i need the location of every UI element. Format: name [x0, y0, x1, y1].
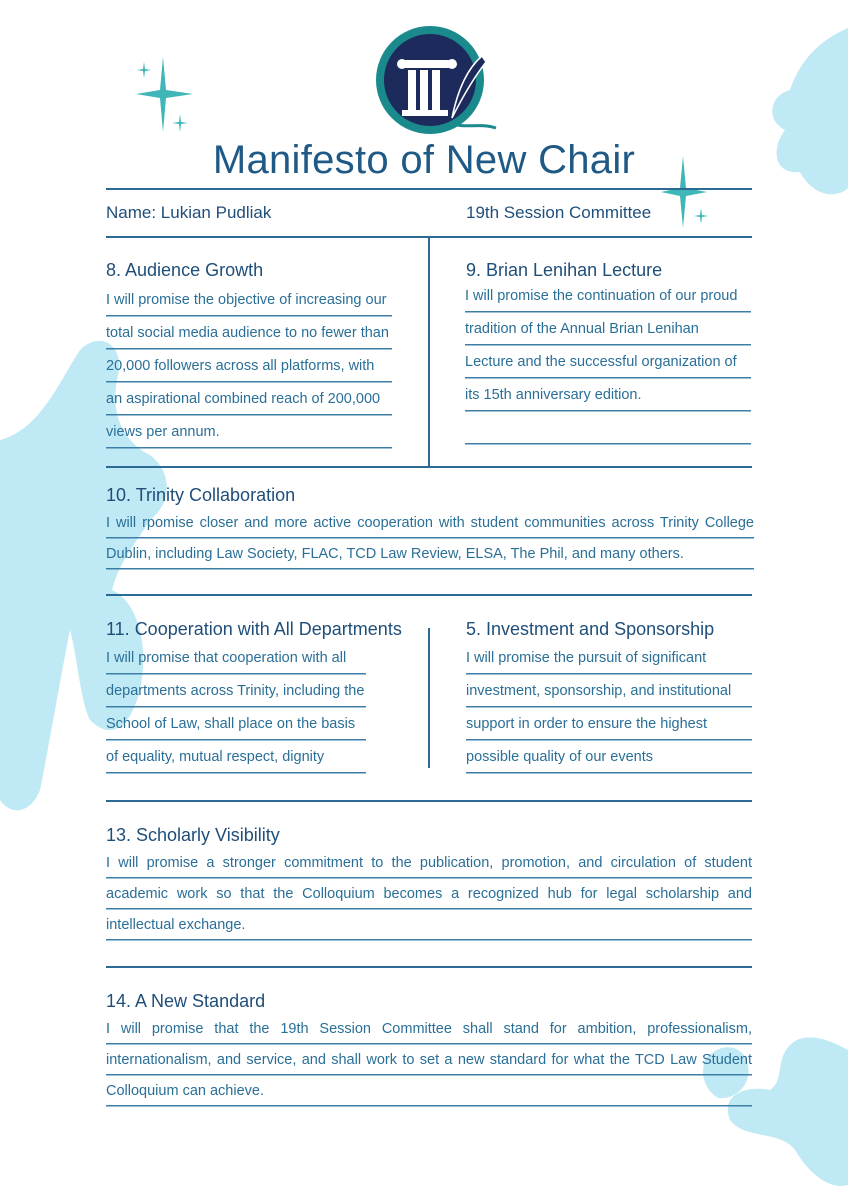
section-heading: 14. A New Standard — [106, 991, 266, 1011]
divider — [106, 188, 752, 190]
divider — [106, 466, 752, 468]
column-and-quill-logo — [370, 18, 500, 138]
sparkle-icon — [128, 52, 208, 142]
section-heading: 13. Scholarly Visibility — [106, 825, 280, 845]
divider — [106, 800, 752, 802]
section-body: I will promise that the 19th Session Committee shall stand for ambition, professionalism, internationalism, and service, and shall work to set a new standard for what the TCD Law Student Colloquium can achieve. — [106, 1014, 752, 1107]
document-title: Manifesto of New Chair — [212, 138, 636, 182]
column-divider — [428, 628, 430, 768]
section-body: I will promise a stronger commitment to the publication, promotion, and circulation of student academic work so that the Colloquium becomes a recognized hub for legal scholarship and intellectual exchange. — [106, 848, 752, 941]
section-body: I will rpomise closer and more active cooperation with student communities across Trinity College Dublin, including Law Society, FLAC, TCD Law Review, ELSA, The Phil, and many others. — [106, 508, 754, 570]
divider — [106, 966, 752, 968]
divider — [106, 594, 752, 596]
section-body: I will promise the continuation of our proud tradition of the Annual Brian Lenihan Lecture and the successful organization of its 15th anniversary edition. — [465, 280, 751, 445]
column-divider — [428, 238, 430, 466]
section-body: I will promise that cooperation with all departments across Trinity, including the School of Law, shall place on the basis of equality, mutual respect, dignity — [106, 642, 366, 774]
section-heading: 8. Audience Growth — [106, 260, 264, 280]
section-body: I will promise the objective of increasing our total social media audience to no fewer than 20,000 followers across all platforms, with an aspirational combined reach of 200,000 views per annum. — [106, 284, 392, 449]
section-body: I will promise the pursuit of significant investment, sponsorship, and institutional support in order to ensure the highest possible quality of our events — [466, 642, 752, 774]
section-heading: 10. Trinity Collaboration — [106, 485, 296, 505]
committee-line: 19th Session Committee — [466, 203, 652, 222]
section-heading: 11. Cooperation with All Departments — [106, 619, 402, 639]
section-heading: 9. Brian Lenihan Lecture — [466, 260, 663, 280]
section-heading: 5. Investment and Sponsorship — [466, 619, 715, 639]
name-line: Name: Lukian Pudliak — [106, 203, 272, 222]
